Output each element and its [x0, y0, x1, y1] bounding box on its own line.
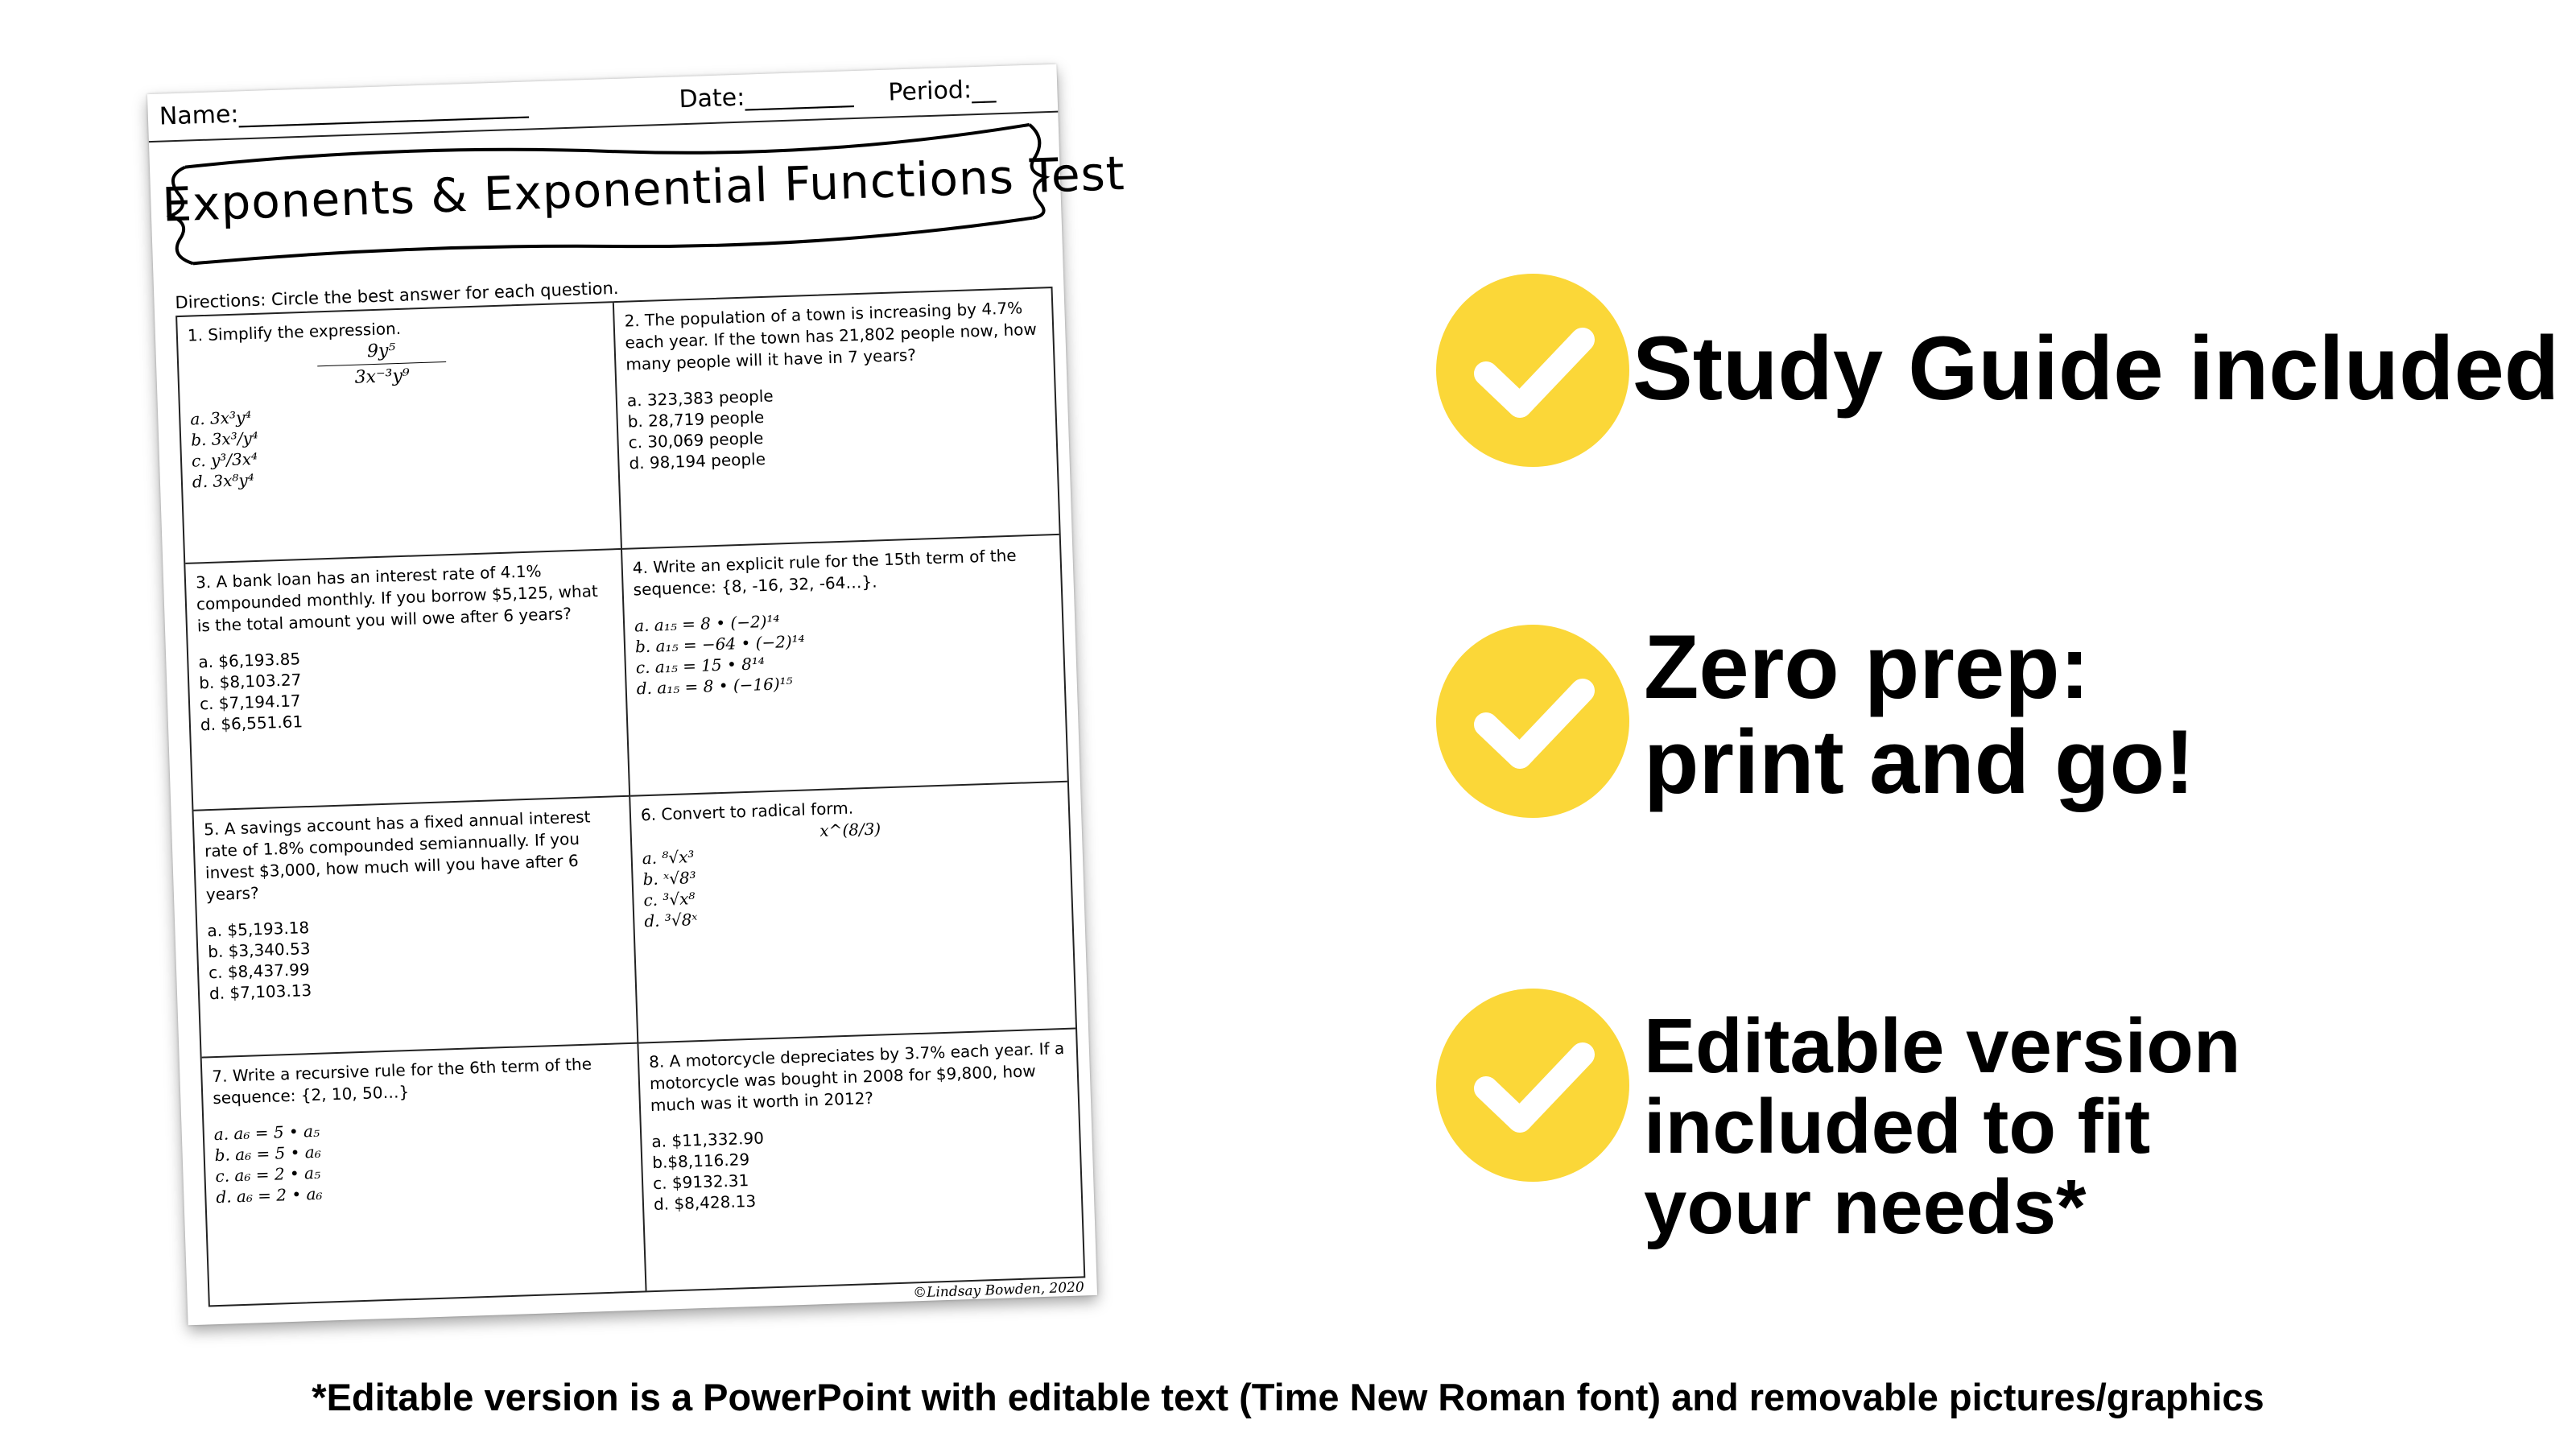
choice: b. ˣ√8³ [642, 868, 697, 890]
directions: Directions: Circle the best answer for each question. [175, 278, 619, 313]
choice: c. y³/3x⁴ [191, 448, 258, 471]
question-2 [614, 288, 1059, 550]
expression-denominator: 3x⁻³y⁹ [354, 365, 411, 388]
question-grid [175, 287, 1085, 1307]
feature-2-line-1: Zero prep: [1644, 617, 2090, 717]
choice: a. ⁸√x³ [642, 847, 695, 869]
date-field: Date:_________ [678, 80, 854, 114]
question-6-expression: x^(8/3) [819, 819, 881, 840]
question-5-text: 5. A savings account has a fixed annual interest rate of 1.8% compounded semiannually. If you invest $3,000, how much will you have after 6 years? [203, 807, 591, 905]
feature-3-line-1: Editable version [1644, 1003, 2241, 1089]
question-1-expression [284, 337, 479, 391]
copyright: ©Lindsay Bowden, 2020 [912, 1279, 1085, 1302]
choice: d. ³√8ˣ [643, 910, 698, 931]
check-icon [1436, 274, 1629, 467]
choice: c. a₁₅ = 15 • 8¹⁴ [635, 654, 766, 678]
choice: a. a₆ = 5 • a₅ [213, 1121, 320, 1145]
feature-3-line-3: your needs* [1644, 1164, 2087, 1250]
choice: d. a₆ = 2 • a₆ [216, 1183, 323, 1208]
worksheet-paper [147, 64, 1126, 1326]
choice: a. 323,383 people [626, 386, 774, 411]
choice: d. $7,103.13 [208, 980, 312, 1004]
question-4 [622, 535, 1067, 797]
check-icon [1436, 625, 1629, 818]
footnote: *Editable version is a PowerPoint with editable text (Time New Roman font) and removable pictures/graphics [312, 1376, 2264, 1418]
question-2-text: 2. The population of a town is increasing by 4.7% each year. If the town has 21,802 people now, how many people will it have in 7 years? [624, 298, 1038, 374]
choice: a. 3x³y⁴ [189, 407, 252, 429]
feature-1-text: Study Guide included [1633, 318, 2560, 419]
feature-study-guide [1436, 274, 2563, 467]
choice: b. $8,103.27 [198, 670, 302, 693]
question-5 [194, 797, 639, 1059]
choice: d. $8,428.13 [653, 1191, 757, 1215]
choice: b. 28,719 people [627, 407, 765, 431]
choice: b. a₁₅ = −64 • (−2)¹⁴ [634, 631, 806, 657]
choice: d. 3x⁸y⁴ [192, 470, 255, 492]
worksheet-preview [147, 64, 1126, 1326]
choice: b.$8,116.29 [651, 1150, 750, 1173]
choice: a. $6,193.85 [197, 649, 301, 672]
question-4-text: 4. Write an explicit rule for the 15th term of the sequence: {8, -16, 32, -64…}. [632, 545, 1017, 600]
question-1-text: 1. Simplify the expression. [187, 318, 402, 345]
choice: c. $7,194.17 [199, 691, 301, 714]
choice: b. $3,340.53 [207, 939, 311, 962]
question-7 [202, 1044, 647, 1306]
expression-numerator: 9y⁵ [366, 341, 396, 362]
choice: b. a₆ = 5 • a₆ [214, 1141, 322, 1166]
name-field: Name:________________________ [159, 90, 529, 131]
choice: c. a₆ = 2 • a₅ [215, 1162, 321, 1187]
check-icon [1436, 989, 1629, 1182]
choice: b. 3x³/y⁴ [190, 427, 259, 450]
feature-zero-prep [1436, 617, 2563, 818]
choice: d. $6,551.61 [200, 712, 303, 735]
choice: a. a₁₅ = 8 • (−2)¹⁴ [634, 611, 780, 636]
question-6 [630, 782, 1075, 1044]
choice: a. $11,332.90 [651, 1128, 765, 1152]
choice: c. $9132.31 [652, 1170, 749, 1194]
feature-2-line-2: print and go! [1644, 712, 2195, 812]
question-7-text: 7. Write a recursive rule for the 6th term of the sequence: {2, 10, 50…} [212, 1054, 592, 1108]
choice: c. $8,437.99 [208, 960, 310, 983]
choice: d. a₁₅ = 8 • (−16)¹⁵ [636, 673, 794, 699]
question-1 [177, 303, 622, 564]
question-6-text: 6. Convert to radical form. [640, 798, 854, 825]
feature-editable [1436, 989, 2563, 1250]
question-8 [638, 1030, 1084, 1291]
choice: a. $5,193.18 [207, 918, 310, 941]
title-banner [160, 114, 1126, 279]
question-8-text: 8. A motorcycle depreciates by 3.7% each year. If a motorcycle was bought in 2008 for $9,800, how much was it worth in 2012? [648, 1038, 1065, 1116]
choice: c. 30,069 people [628, 428, 764, 452]
feature-3-line-2: included to fit [1644, 1084, 2151, 1170]
worksheet-title: Exponents & Exponential Functions Test [161, 145, 1126, 233]
choice: d. 98,194 people [629, 448, 766, 473]
question-3 [185, 550, 630, 811]
period-field: Period:__ [887, 75, 997, 107]
choice: c. ³√x⁸ [643, 889, 696, 910]
question-3-text: 3. A bank loan has an interest rate of 4.1% compounded monthly. If you borrow $5,125, what is the total amount you will owe after 6 years? [195, 561, 599, 636]
